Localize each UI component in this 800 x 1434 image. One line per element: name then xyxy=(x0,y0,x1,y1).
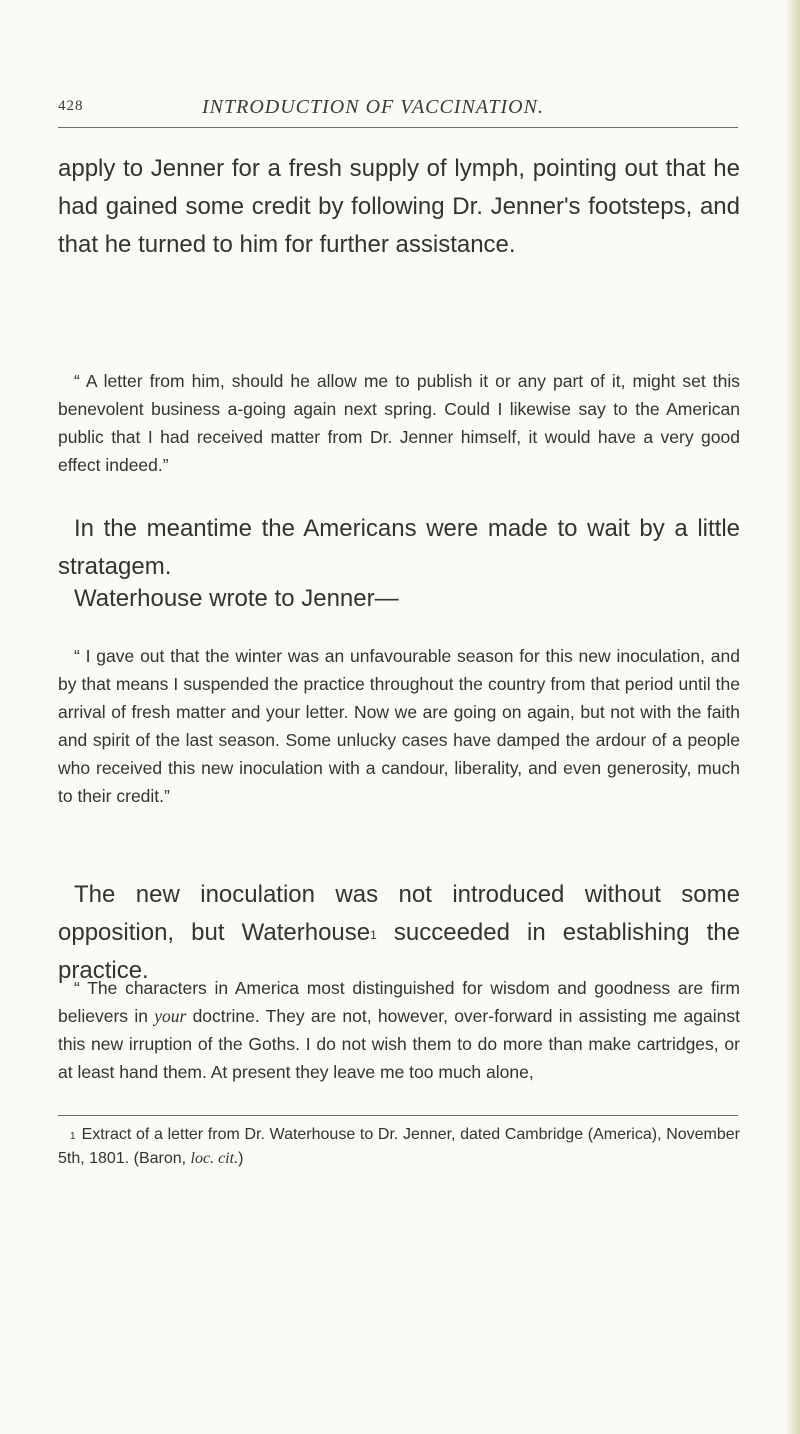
paragraph-2: In the meantime the Americans were made to wait by a little stratagem. xyxy=(58,515,740,580)
block-quote-3 xyxy=(58,974,740,1086)
footnote-reference: 1 xyxy=(370,928,377,942)
paragraph-4-text-b: succeeded in establishing the practice. xyxy=(58,919,740,984)
footnote-marker: 1 xyxy=(70,1131,76,1142)
footnote-text-a: Extract of a letter from Dr. Waterhouse to Dr. Jenner, dated Cambridge (America), November 5th, 1801. (Baron, xyxy=(58,1126,740,1167)
page-edge-shadow xyxy=(786,0,800,1434)
paragraph-4-text-a: The new inoculation was not introduced without some opposition, but Waterhouse xyxy=(58,881,740,946)
block-quote-2: “ I gave out that the winter was an unfavourable season for this new inoculation, and by that means I suspended the practice throughout the country from that period until the arrival of fresh matter and your letter. Now we are going on again, but not with the faith and spirit of the last season. Some unlucky cases have damped the ardour of a people who received this new inoculation with a candour, liberality, and even generosity, much to their credit.” xyxy=(58,646,740,806)
block-quote-1: “ A letter from him, should he allow me to publish it or any part of it, might set this benevolent business a-going again next spring. Could I likewise say to the American public that I had received matter from Dr. Jenner himself, it would have a very good effect indeed.” xyxy=(58,371,740,475)
footnote-rule xyxy=(58,1115,738,1116)
block-quote-3-text-a: “ The characters in America most distinguished for wisdom and goodness are firm believers in xyxy=(58,978,740,1026)
running-title: INTRODUCTION OF VACCINATION. xyxy=(202,96,544,118)
paragraph-3: Waterhouse wrote to Jenner— xyxy=(74,585,399,612)
block-quote-3-text-b: doctrine. They are not, however, over-forward in assisting me against this new irruption of the Goths. I do not wish them to do more than make cartridges, or at least hand them. At present they leave me too much alone, xyxy=(58,1006,740,1082)
footnote-italic: loc. cit. xyxy=(190,1150,239,1167)
footnote-text-b: ) xyxy=(238,1150,244,1167)
paragraph-4 xyxy=(58,876,740,990)
paragraph-1: apply to Jenner for a fresh supply of lymph, pointing out that he had gained some credit by following Dr. Jenner's footsteps, and that he turned to him for further assistance. xyxy=(58,155,740,258)
header-rule xyxy=(58,127,738,128)
page-number: 428 xyxy=(58,98,84,114)
footnote xyxy=(58,1123,740,1171)
block-quote-3-italic: your xyxy=(154,1006,187,1026)
